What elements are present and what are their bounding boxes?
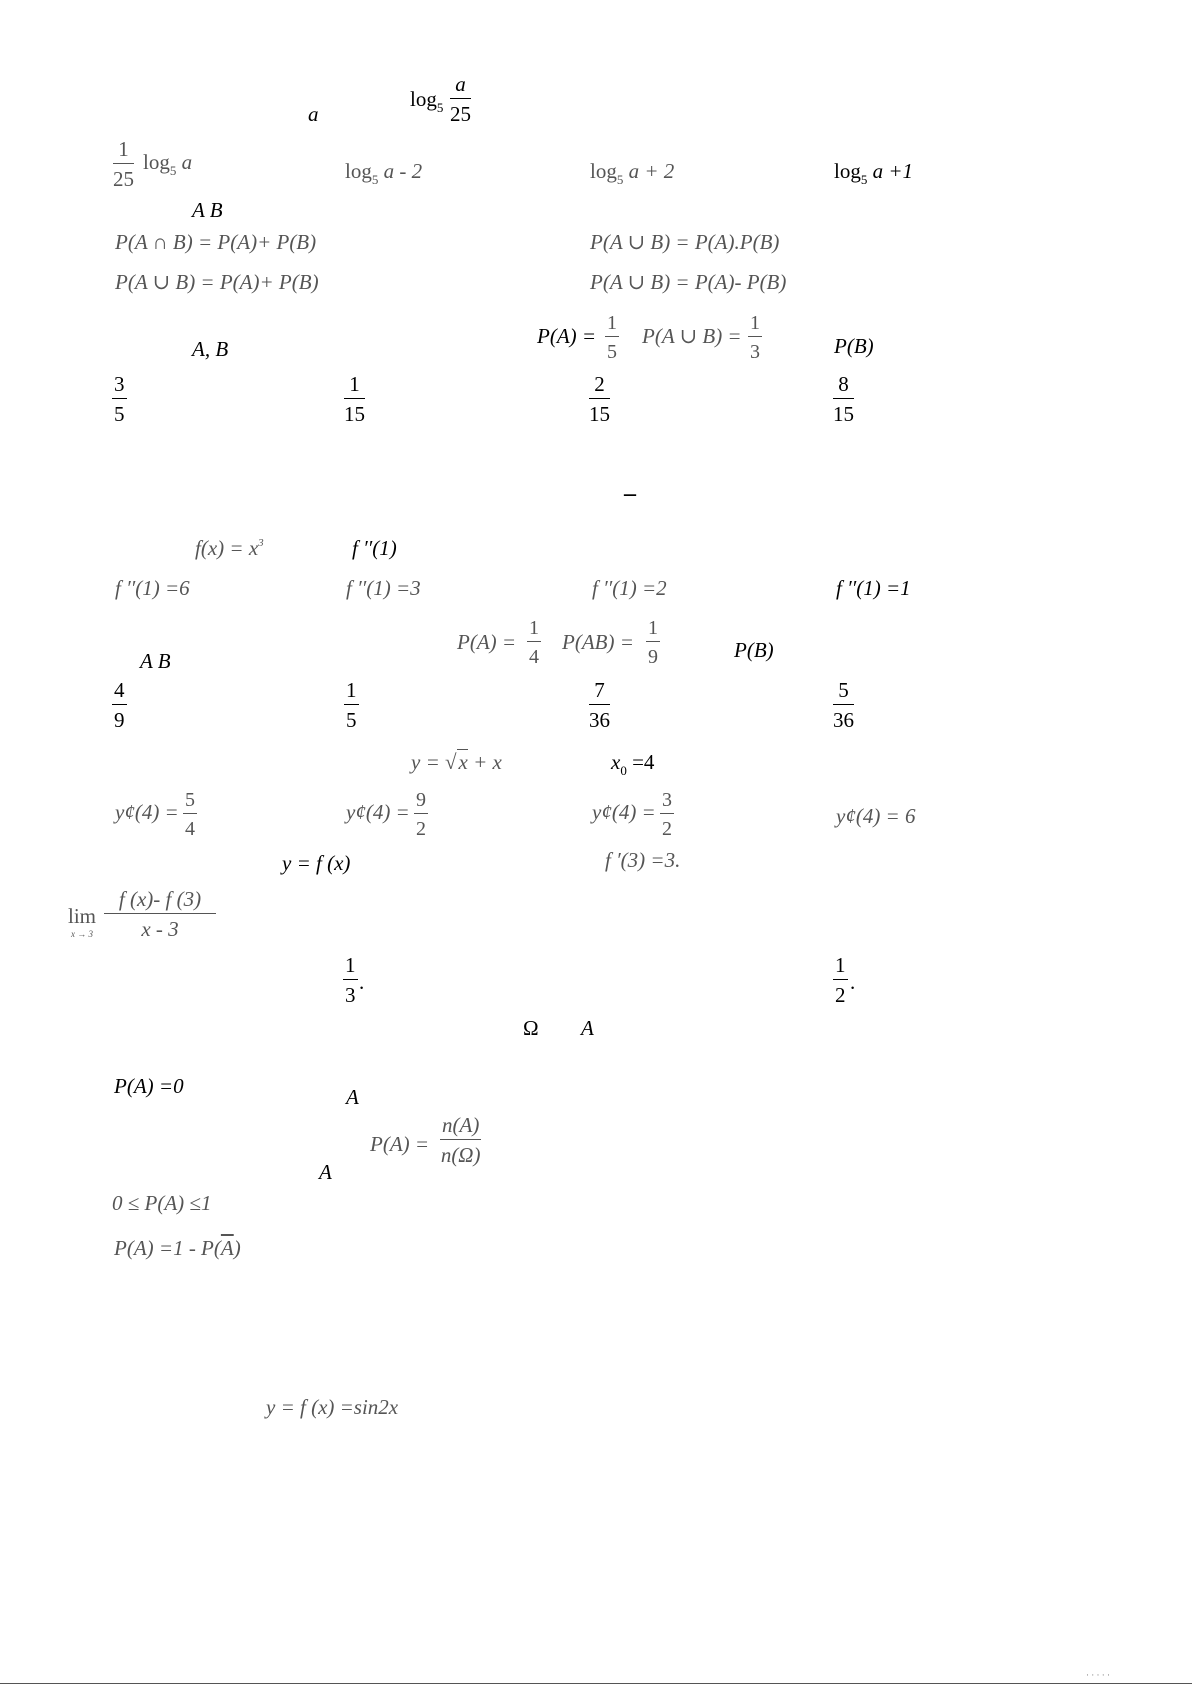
q1-log: $\log_5$ bbox=[410, 87, 444, 115]
q4-option-a: f ′′(1) =6 bbox=[115, 576, 190, 600]
q3-option-b: $\frac{1}{15}$ bbox=[344, 372, 365, 426]
q6-x0: $x_0 =4$ bbox=[611, 750, 655, 778]
q6-option-a-fraction: $\frac{5}{4}$ bbox=[185, 789, 195, 840]
q5-option-c: $\frac{7}{36}$ bbox=[589, 678, 610, 732]
page-bottom-rule bbox=[0, 1683, 1192, 1684]
q1-option-a-fraction: $\frac{1}{25}$ bbox=[113, 137, 134, 191]
q3-given1-lhs: P(A) = bbox=[537, 324, 597, 348]
q8-omega: Ω bbox=[523, 1016, 539, 1040]
q2-stem-vars: A B bbox=[192, 198, 223, 222]
q8-option-d: $P(A) =1 - P(\overline{A})$ bbox=[114, 1236, 241, 1260]
q6-option-c-fraction: $\frac{3}{2}$ bbox=[662, 789, 672, 840]
q3-ask: P(B) bbox=[834, 334, 874, 358]
q1-option-d: $\log_5 a +1$ bbox=[834, 159, 914, 187]
q8-option-b-fraction: $\frac{n(A)}{n(\Omega)}$ bbox=[440, 1113, 481, 1167]
q1-option-c: $\log_5 a + 2$ bbox=[590, 159, 675, 187]
q7-option-d-dot: . bbox=[850, 970, 856, 994]
q7-option-d-fraction: $\frac{1}{2}$ bbox=[835, 953, 846, 1007]
q7-lim: lim bbox=[68, 904, 97, 928]
q3-given1-fraction: $\frac{1}{5}$ bbox=[607, 312, 617, 363]
q7-given: f ′(3) =3. bbox=[605, 848, 681, 872]
q5-given1-fraction: $\frac{1}{4}$ bbox=[529, 617, 539, 668]
q5-option-a: $\frac{4}{9}$ bbox=[114, 678, 125, 732]
q2-option-d: P(A ∪ B) = P(A)- P(B) bbox=[590, 270, 787, 294]
q8-option-b-lhs: P(A) = bbox=[370, 1132, 430, 1156]
q1-option-a-log: $\log_5 a$ bbox=[143, 150, 193, 178]
q4-option-c: f ′′(1) =2 bbox=[592, 576, 667, 600]
q1-fraction: $\frac{a}{25}$ bbox=[450, 72, 471, 126]
q4-ask: f ′′(1) bbox=[352, 536, 397, 560]
q3-given2-fraction: $\frac{1}{3}$ bbox=[750, 312, 760, 363]
q6-option-c-lhs: y¢(4) = bbox=[592, 800, 656, 824]
q4-function: $f(x) = x^3$ bbox=[195, 536, 264, 560]
q2-option-c: P(A ∪ B) = P(A)+ P(B) bbox=[115, 270, 319, 294]
page-footer-mark: · · · · · bbox=[1086, 1670, 1110, 1680]
q6-function: y = √x + x bbox=[411, 750, 502, 774]
q8-option-c-var: A bbox=[319, 1160, 332, 1184]
q7-function: y = f (x) bbox=[282, 851, 351, 875]
q7-option-b-dot: . bbox=[359, 970, 365, 994]
q5-given1-lhs: P(A) = bbox=[457, 630, 517, 654]
q2-option-a: P(A ∩ B) = P(A)+ P(B) bbox=[115, 230, 317, 254]
q5-given2-lhs: P(AB) = bbox=[562, 630, 634, 654]
q1-option-b: $\log_5 a - 2$ bbox=[345, 159, 423, 187]
q3-option-a: $\frac{3}{5}$ bbox=[114, 372, 125, 426]
q8-option-b-var: A bbox=[346, 1085, 359, 1109]
q5-stem-vars: A B bbox=[140, 649, 171, 673]
q3-given2-lhs: P(A ∪ B) = bbox=[642, 324, 742, 348]
q6-option-b-lhs: y¢(4) = bbox=[346, 800, 410, 824]
q7-option-b-fraction: $\frac{1}{3}$ bbox=[345, 953, 356, 1007]
q2-option-b: P(A ∪ B) = P(A).P(B) bbox=[590, 230, 780, 254]
q1-stem-var: a bbox=[308, 102, 319, 126]
q5-option-b: $\frac{1}{5}$ bbox=[346, 678, 357, 732]
q3-stem-vars: A, B bbox=[192, 337, 229, 361]
q3-option-d: $\frac{8}{15}$ bbox=[833, 372, 854, 426]
q8-event-a: A bbox=[581, 1016, 594, 1040]
q6-option-a-lhs: y¢(4) = bbox=[115, 800, 179, 824]
q5-ask: P(B) bbox=[734, 638, 774, 662]
q8-option-a: P(A) =0 bbox=[114, 1074, 184, 1098]
q3-option-c: $\frac{2}{15}$ bbox=[589, 372, 610, 426]
q4-option-b: f ′′(1) =3 bbox=[346, 576, 421, 600]
q6-option-b-fraction: $\frac{9}{2}$ bbox=[416, 789, 426, 840]
q5-given2-fraction: $\frac{1}{9}$ bbox=[648, 617, 658, 668]
q5-option-d: $\frac{5}{36}$ bbox=[833, 678, 854, 732]
q9-function: y = f (x) =sin2x bbox=[266, 1395, 399, 1419]
q6-option-d: y¢(4) = 6 bbox=[836, 804, 916, 828]
q7-lim-fraction: $\frac{f (x)- f (3)}{x - 3}$ bbox=[104, 889, 216, 940]
q7-lim-sub: x → 3 bbox=[71, 929, 93, 939]
q4-option-d: f ′′(1) =1 bbox=[836, 576, 911, 600]
q8-option-c: 0 ≤ P(A) ≤1 bbox=[112, 1191, 212, 1215]
section-dash: – bbox=[624, 481, 636, 507]
